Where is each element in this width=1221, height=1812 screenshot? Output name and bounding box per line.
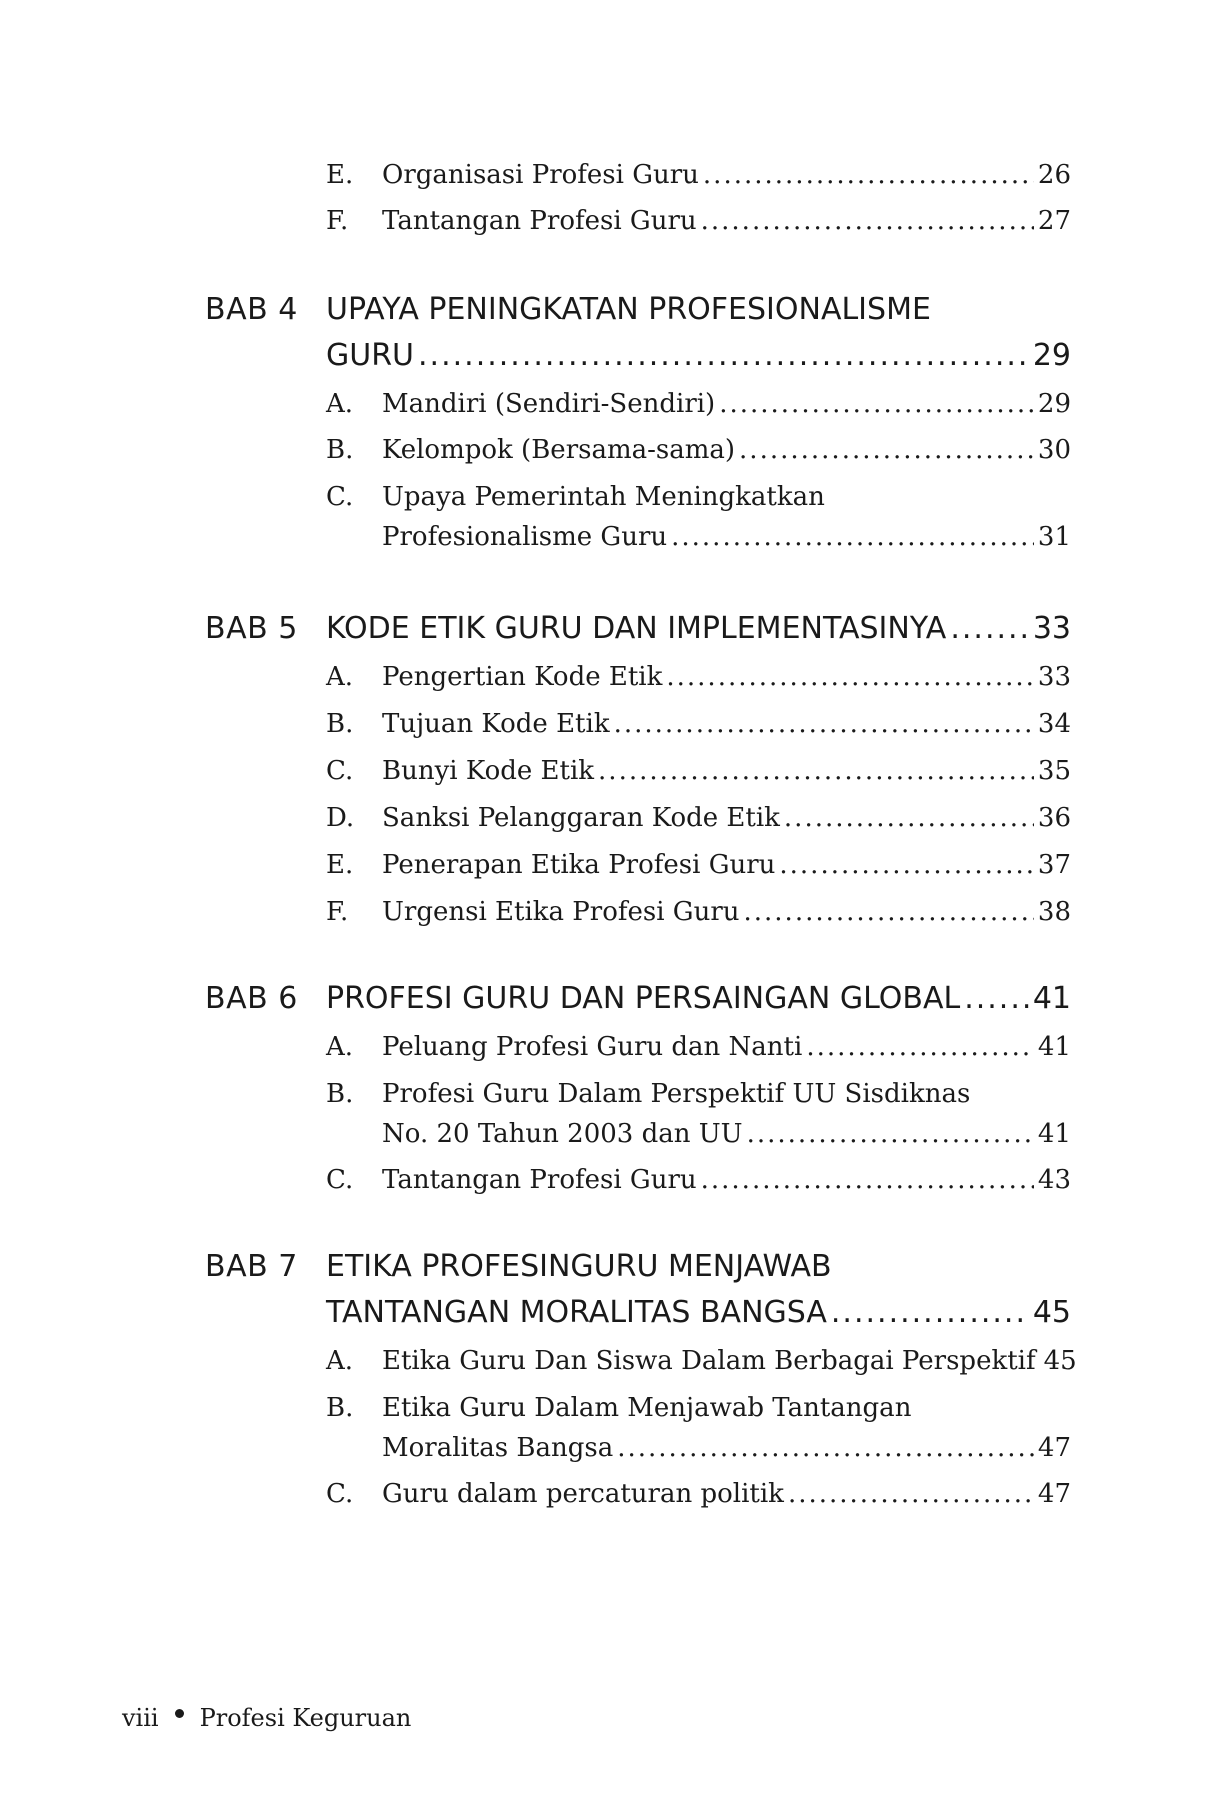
dot-leader bbox=[701, 201, 1034, 241]
chapter-page: 29 bbox=[1032, 338, 1071, 373]
toc-entry bbox=[205, 477, 1071, 557]
dot-leader bbox=[719, 384, 1034, 424]
toc-entry-title: Tantangan Profesi Guru bbox=[382, 206, 697, 236]
toc-entry bbox=[205, 1474, 1071, 1514]
toc-entry-page: 31 bbox=[1037, 522, 1071, 552]
chapter-title: KODE ETIK GURU DAN IMPLEMENTASINYA bbox=[326, 611, 947, 646]
toc-entry-title: Urgensi Etika Profesi Guru bbox=[382, 897, 740, 927]
chapter-title: PROFESI GURU DAN PERSAINGAN GLOBAL bbox=[326, 981, 961, 1016]
toc-entry-title: Mandiri (Sendiri-Sendiri) bbox=[382, 389, 716, 419]
toc-entry-letter: C. bbox=[326, 756, 354, 786]
dot-leader bbox=[671, 517, 1034, 557]
dot-leader bbox=[950, 606, 1028, 652]
toc-entry-page: 43 bbox=[1037, 1165, 1071, 1195]
toc-entry-page: 35 bbox=[1037, 756, 1071, 786]
toc-entry-page: 41 bbox=[1037, 1119, 1071, 1149]
toc-entry bbox=[205, 657, 1071, 697]
toc-entry-page: 27 bbox=[1037, 206, 1071, 236]
toc-entry-title: Etika Guru Dalam Menjawab Tantangan bbox=[382, 1393, 912, 1423]
toc-entry-page: 47 bbox=[1037, 1479, 1071, 1509]
toc-entry-title: Guru dalam percaturan politik bbox=[382, 1479, 784, 1509]
toc-entry-page: 47 bbox=[1037, 1433, 1071, 1463]
dot-leader bbox=[964, 976, 1029, 1022]
toc-entry-page: 33 bbox=[1037, 662, 1071, 692]
chapter-title: UPAYA PENINGKATAN PROFESIONALISME bbox=[326, 292, 931, 327]
toc-entry-title: Profesionalisme Guru bbox=[382, 522, 668, 552]
dot-leader bbox=[784, 798, 1034, 838]
toc-entry-page: 34 bbox=[1037, 709, 1071, 739]
dot-leader bbox=[617, 1428, 1034, 1468]
toc-entry bbox=[205, 1074, 1071, 1154]
toc-entry-letter: B. bbox=[326, 1393, 354, 1423]
toc-entry-letter: A. bbox=[326, 662, 354, 692]
toc-entry-page: 26 bbox=[1037, 160, 1071, 190]
dot-leader bbox=[598, 751, 1034, 791]
toc-entry-title: Pengertian Kode Etik bbox=[382, 662, 663, 692]
chapter-label: BAB 6 bbox=[205, 981, 298, 1016]
chapter-label: BAB 5 bbox=[205, 611, 298, 646]
dot-leader bbox=[779, 845, 1034, 885]
toc-entry bbox=[205, 1341, 1077, 1381]
bullet-icon bbox=[175, 1709, 184, 1718]
toc-entry-letter: E. bbox=[326, 850, 354, 880]
dot-leader bbox=[739, 430, 1034, 470]
page-footer bbox=[122, 1700, 411, 1736]
toc-entry-letter: B. bbox=[326, 435, 354, 465]
toc-entry-letter: A. bbox=[326, 1346, 354, 1376]
toc-entry-page: 29 bbox=[1037, 389, 1071, 419]
chapter-title: GURU bbox=[326, 338, 415, 373]
toc-entry bbox=[205, 845, 1071, 885]
toc-entry-letter: A. bbox=[326, 389, 354, 419]
toc-entry-title: No. 20 Tahun 2003 dan UU bbox=[382, 1119, 743, 1149]
toc-entry-title: Bunyi Kode Etik bbox=[382, 756, 595, 786]
chapter-page: 41 bbox=[1032, 981, 1071, 1016]
dot-leader bbox=[806, 1027, 1034, 1067]
toc-entry-title: Moralitas Bangsa bbox=[382, 1433, 614, 1463]
toc-entry-letter: A. bbox=[326, 1032, 354, 1062]
toc-entry-title: Profesi Guru Dalam Perspektif UU Sisdiknas bbox=[382, 1079, 971, 1109]
dot-leader bbox=[701, 1160, 1034, 1200]
toc-entry-letter: E. bbox=[326, 160, 354, 190]
toc-entry bbox=[205, 430, 1071, 470]
toc-entry bbox=[205, 1160, 1071, 1200]
toc-entry bbox=[205, 1388, 1071, 1468]
toc-entry-letter: C. bbox=[326, 482, 354, 512]
toc-entry-page: 36 bbox=[1037, 803, 1071, 833]
toc-entry-title: Tujuan Kode Etik bbox=[382, 709, 610, 739]
chapter-label: BAB 7 bbox=[205, 1249, 298, 1284]
toc-entry-letter: B. bbox=[326, 1079, 354, 1109]
dot-leader bbox=[418, 333, 1029, 379]
dot-leader bbox=[614, 704, 1034, 744]
toc-entry-title: Penerapan Etika Profesi Guru bbox=[382, 850, 776, 880]
toc-entry-page: 30 bbox=[1037, 435, 1071, 465]
chapter-title: ETIKA PROFESINGURU MENJAWAB bbox=[326, 1249, 832, 1284]
toc-entry bbox=[205, 1027, 1071, 1067]
running-title: Profesi Keguruan bbox=[199, 1704, 412, 1732]
toc-entry-letter: C. bbox=[326, 1165, 354, 1195]
chapter-title: TANTANGAN MORALITAS BANGSA bbox=[326, 1295, 827, 1330]
dot-leader bbox=[831, 1290, 1029, 1336]
toc-entry-title: Kelompok (Bersama-sama) bbox=[382, 435, 736, 465]
toc-entry-page: 41 bbox=[1037, 1032, 1071, 1062]
toc-entry-letter: F. bbox=[326, 206, 349, 236]
toc-entry-title: Sanksi Pelanggaran Kode Etik bbox=[382, 803, 780, 833]
dot-leader bbox=[666, 657, 1034, 697]
toc-entry-page: 38 bbox=[1037, 897, 1071, 927]
chapter-page: 33 bbox=[1032, 611, 1071, 646]
toc-entry-title: Tantangan Profesi Guru bbox=[382, 1165, 697, 1195]
dot-leader bbox=[744, 892, 1034, 932]
dot-leader bbox=[703, 155, 1034, 195]
toc-entry-title: Etika Guru Dan Siswa Dalam Berbagai Perspektif bbox=[382, 1346, 1036, 1376]
toc-entry-letter: F. bbox=[326, 897, 349, 927]
toc-entry-letter: B. bbox=[326, 709, 354, 739]
toc-entry-title: Peluang Profesi Guru dan Nanti bbox=[382, 1032, 803, 1062]
toc-entry-letter: C. bbox=[326, 1479, 354, 1509]
toc-entry-title: Organisasi Profesi Guru bbox=[382, 160, 699, 190]
toc-entry bbox=[205, 798, 1071, 838]
page-number: viii bbox=[122, 1704, 159, 1732]
dot-leader bbox=[747, 1114, 1034, 1154]
chapter-page: 45 bbox=[1032, 1295, 1071, 1330]
toc-entry bbox=[205, 201, 1071, 241]
toc-entry bbox=[205, 751, 1071, 791]
toc-entry-title: Upaya Pemerintah Meningkatkan bbox=[382, 482, 825, 512]
chapter-label: BAB 4 bbox=[205, 292, 298, 327]
toc-entry bbox=[205, 892, 1071, 932]
toc-entry-page: 45 bbox=[1043, 1346, 1077, 1376]
toc-entry-letter: D. bbox=[326, 803, 355, 833]
dot-leader bbox=[788, 1474, 1034, 1514]
toc-entry bbox=[205, 384, 1071, 424]
toc-entry bbox=[205, 155, 1071, 195]
toc-entry-page: 37 bbox=[1037, 850, 1071, 880]
toc-entry bbox=[205, 704, 1071, 744]
